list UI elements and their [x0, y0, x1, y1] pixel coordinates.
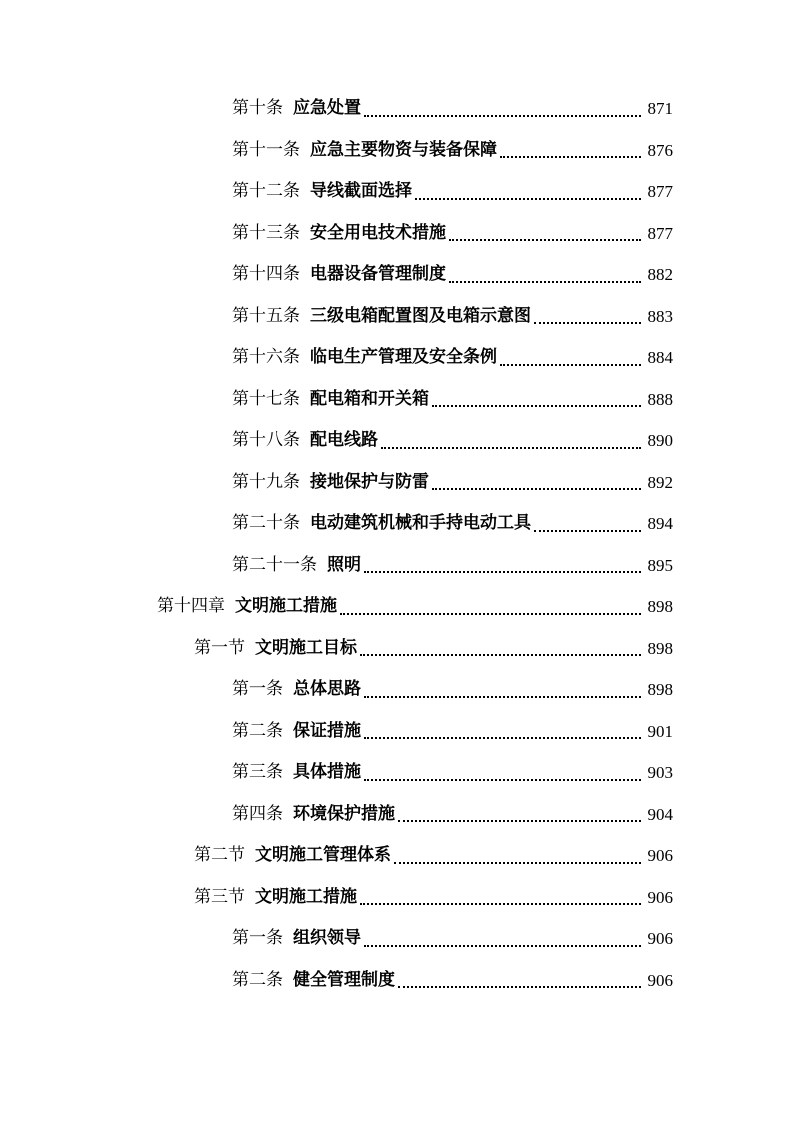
dot-leader: [500, 156, 641, 158]
toc-entry[interactable]: [0, 503, 793, 545]
toc-entry-page: 888: [647, 389, 673, 409]
toc-entry-number: 第一节: [194, 637, 245, 658]
toc-entry-title: 照明: [327, 554, 361, 575]
toc-entry[interactable]: [0, 213, 793, 255]
dot-leader: [398, 820, 641, 822]
toc-entry-title: 文明施工管理体系: [255, 845, 391, 865]
toc-entry-title: 电动建筑机械和手持电动工具: [310, 513, 531, 533]
toc-entry-title: 配电箱和开关箱: [310, 388, 429, 409]
dot-leader: [360, 654, 641, 656]
toc-entry-number: 第十八条: [232, 430, 300, 450]
toc-entry-title: 三级电箱配置图及电箱示意图: [310, 305, 531, 326]
toc-entry-page: 898: [647, 597, 673, 616]
toc-entry[interactable]: [0, 711, 793, 753]
toc-entry-page: 906: [647, 846, 673, 865]
toc-entry-number: 第二十一条: [232, 554, 317, 575]
toc-entry-number: 第一条: [232, 928, 283, 948]
dot-leader: [534, 530, 641, 532]
toc-entry-title: 电器设备管理制度: [310, 264, 446, 284]
toc-entry[interactable]: [0, 960, 793, 1002]
dot-leader: [394, 862, 641, 864]
toc-entry[interactable]: [0, 296, 793, 338]
toc-entry-number: 第十五条: [232, 305, 300, 326]
toc-entry-page: 898: [647, 638, 673, 658]
dot-leader: [500, 364, 641, 366]
toc-entry-title: 健全管理制度: [293, 969, 395, 990]
toc-entry-number: 第十四条: [232, 264, 300, 284]
dot-leader: [415, 198, 641, 200]
toc-entry-title: 文明施工措施: [235, 596, 337, 616]
toc-entry-title: 组织领导: [293, 928, 361, 948]
toc-entry-title: 保证措施: [293, 720, 361, 741]
toc-entry-number: 第十二条: [232, 181, 300, 201]
toc-entry-page: 882: [647, 265, 673, 284]
toc-entry-title: 导线截面选择: [310, 181, 412, 201]
toc-entry-page: 871: [647, 99, 673, 118]
toc-entry-page: 890: [647, 431, 673, 450]
toc-entry-number: 第三条: [232, 762, 283, 782]
table-of-contents: [0, 88, 793, 1001]
dot-leader: [534, 322, 641, 324]
toc-entry-number: 第十条: [232, 98, 283, 118]
toc-entry-page: 906: [647, 929, 673, 948]
toc-entry-number: 第二节: [194, 845, 245, 865]
toc-entry-page: 906: [647, 970, 673, 990]
dot-leader: [398, 986, 641, 988]
dot-leader: [449, 239, 641, 241]
toc-entry-title: 安全用电技术措施: [310, 222, 446, 243]
toc-entry-title: 具体措施: [293, 762, 361, 782]
dot-leader: [364, 779, 641, 781]
toc-entry-title: 应急处置: [293, 98, 361, 118]
toc-section-entry[interactable]: [0, 835, 793, 877]
toc-entry-page: 894: [647, 514, 673, 533]
toc-entry-number: 第四条: [232, 803, 283, 824]
toc-entry[interactable]: [0, 794, 793, 836]
dot-leader: [449, 281, 641, 283]
toc-entry-page: 895: [647, 555, 673, 575]
toc-entry[interactable]: [0, 420, 793, 462]
toc-section-entry[interactable]: [0, 628, 793, 670]
toc-entry[interactable]: [0, 88, 793, 130]
toc-entry[interactable]: [0, 171, 793, 213]
dot-leader: [364, 737, 641, 739]
toc-entry-page: 903: [647, 763, 673, 782]
toc-entry-title: 文明施工措施: [255, 886, 357, 907]
toc-entry-number: 第十七条: [232, 388, 300, 409]
dot-leader: [432, 405, 641, 407]
toc-entry-page: 877: [647, 223, 673, 243]
toc-entry[interactable]: [0, 545, 793, 587]
toc-entry-page: 901: [647, 721, 673, 741]
dot-leader: [340, 613, 641, 615]
toc-entry-page: 884: [647, 348, 673, 367]
toc-entry-page: 898: [647, 680, 673, 699]
dot-leader: [364, 571, 641, 573]
toc-entry[interactable]: [0, 918, 793, 960]
toc-entry-number: 第二十条: [232, 513, 300, 533]
toc-entry-number: 第二条: [232, 720, 283, 741]
dot-leader: [360, 903, 641, 905]
toc-entry-title: 环境保护措施: [293, 803, 395, 824]
toc-entry-page: 883: [647, 306, 673, 326]
toc-chapter-entry[interactable]: [0, 586, 793, 628]
toc-entry-number: 第十三条: [232, 222, 300, 243]
toc-entry[interactable]: [0, 752, 793, 794]
toc-entry-number: 第二条: [232, 969, 283, 990]
dot-leader: [364, 696, 641, 698]
toc-entry-title: 应急主要物资与装备保障: [310, 139, 497, 160]
toc-entry-page: 906: [647, 887, 673, 907]
toc-entry[interactable]: [0, 379, 793, 421]
toc-entry[interactable]: [0, 669, 793, 711]
toc-entry[interactable]: [0, 462, 793, 504]
toc-entry-number: 第一条: [232, 679, 283, 699]
toc-entry-page: 892: [647, 472, 673, 492]
toc-entry-number: 第十一条: [232, 139, 300, 160]
toc-entry-number: 第十九条: [232, 471, 300, 492]
dot-leader: [381, 447, 641, 449]
toc-entry-number: 第十六条: [232, 347, 300, 367]
toc-entry-title: 文明施工目标: [255, 637, 357, 658]
toc-entry-page: 904: [647, 804, 673, 824]
toc-entry-page: 876: [647, 140, 673, 160]
dot-leader: [364, 945, 641, 947]
toc-section-entry[interactable]: [0, 877, 793, 919]
toc-entry[interactable]: [0, 337, 793, 379]
toc-entry-title: 总体思路: [293, 679, 361, 699]
toc-entry-title: 配电线路: [310, 430, 378, 450]
toc-entry-title: 接地保护与防雷: [310, 471, 429, 492]
toc-entry-title: 临电生产管理及安全条例: [310, 347, 497, 367]
toc-entry[interactable]: [0, 254, 793, 296]
toc-entry-page: 877: [647, 182, 673, 201]
toc-entry-number: 第十四章: [157, 596, 225, 616]
toc-entry[interactable]: [0, 130, 793, 172]
dot-leader: [432, 488, 641, 490]
toc-entry-number: 第三节: [194, 886, 245, 907]
dot-leader: [364, 115, 641, 117]
